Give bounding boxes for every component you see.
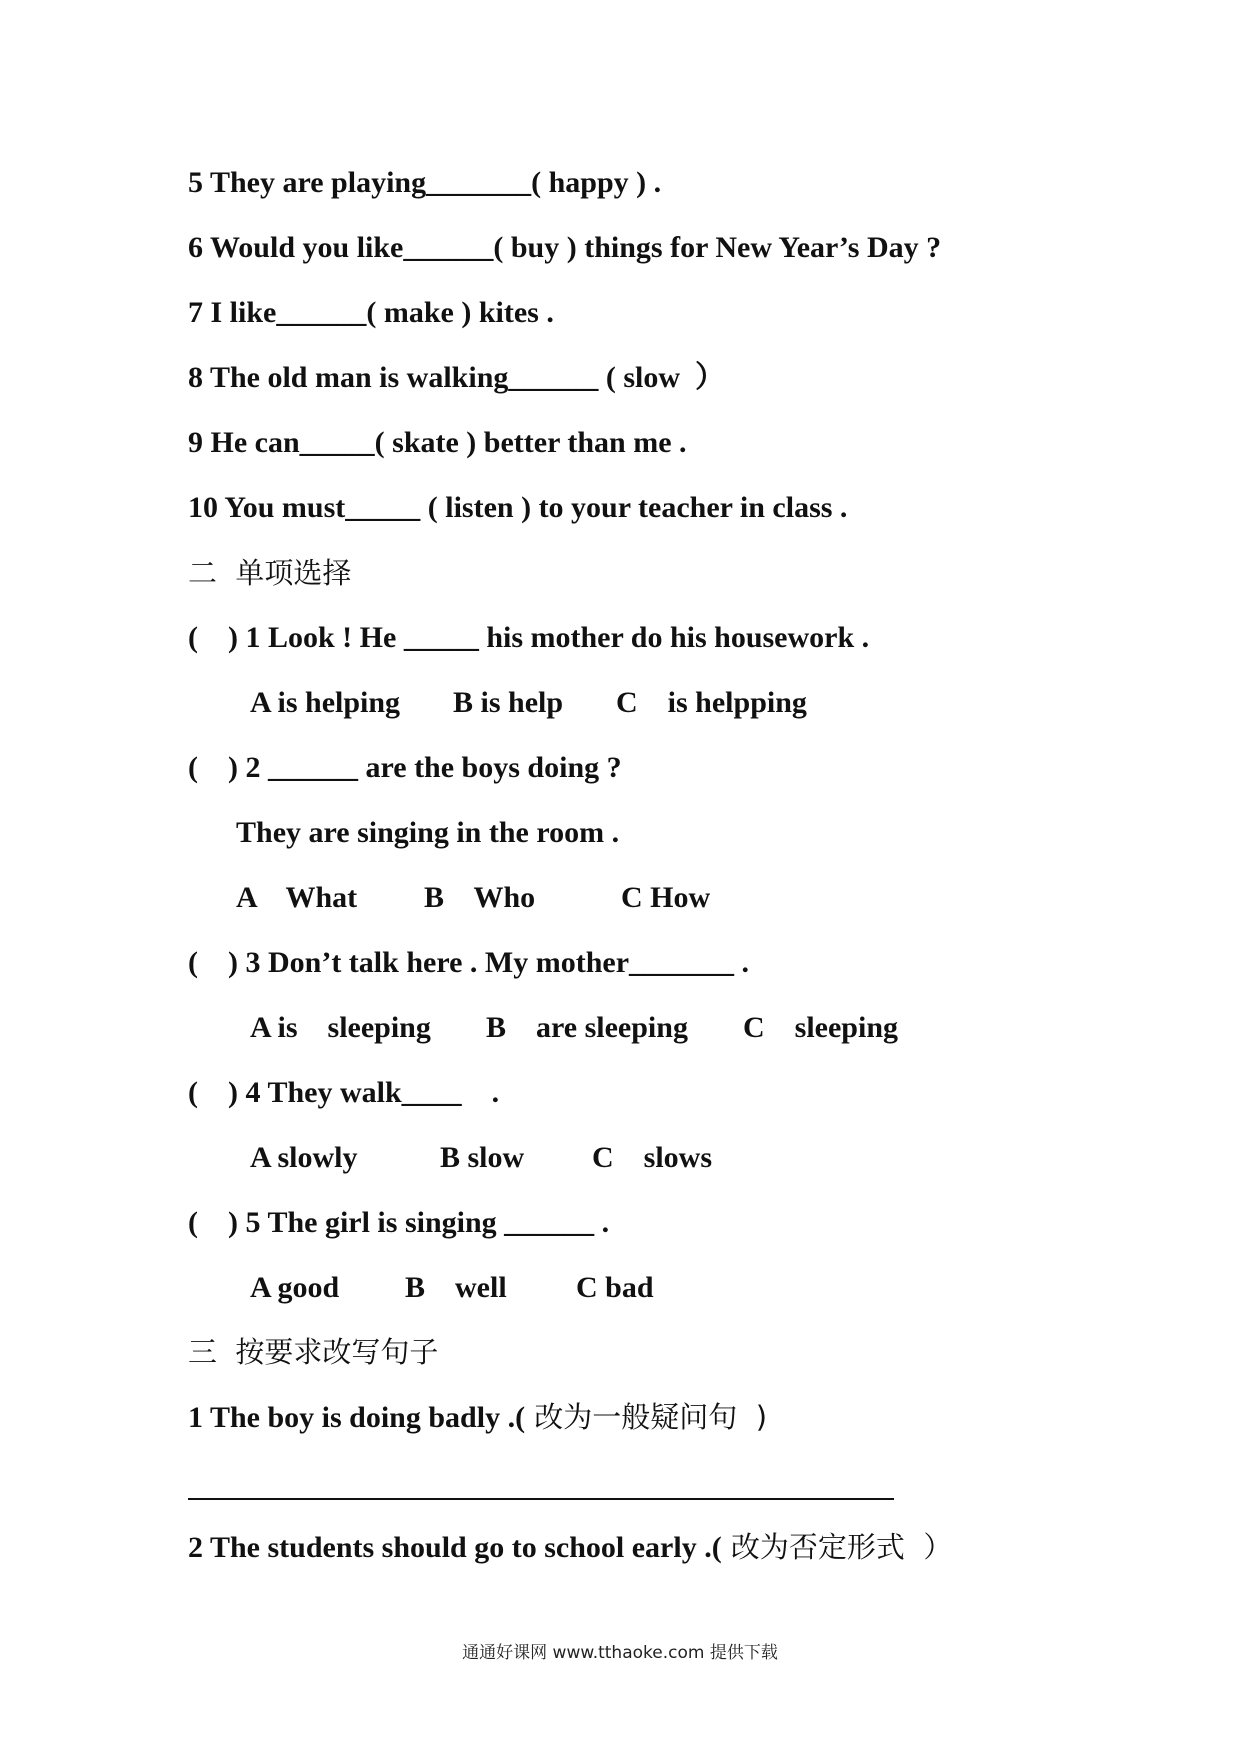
question-2-stem: ( ) 2 ______ are the boys doing ?	[188, 751, 622, 784]
exercise-line-9: 9 He can_____( skate ) better than me .	[188, 426, 687, 459]
exercise-line-10: 10 You must_____ ( listen ) to your teacher in class .	[188, 491, 848, 524]
question-2-option-a: A What	[236, 881, 358, 914]
rewrite-item-1-text: 1 The boy is doing badly .(	[188, 1401, 526, 1434]
question-1-stem: ( ) 1 Look ! He _____ his mother do his housework .	[188, 621, 870, 654]
question-3-option-c: C sleeping	[743, 1011, 899, 1044]
question-5-stem: ( ) 5 The girl is singing ______ .	[188, 1206, 610, 1239]
question-3-option-b: B are sleeping	[486, 1011, 688, 1044]
question-2-sub: They are singing in the room .	[236, 816, 620, 849]
question-2-option-b: B Who	[424, 881, 536, 914]
rewrite-item-2-text: 2 The students should go to school early .(	[188, 1531, 722, 1564]
question-2-option-c: C How	[621, 881, 711, 914]
rewrite-item-2	[188, 1530, 953, 1564]
question-5-option-a: A good	[250, 1271, 340, 1304]
question-4-option-a: A slowly	[250, 1141, 358, 1174]
exercise-line-8: 8 The old man is walking______ ( slow ）	[188, 361, 726, 394]
exercise-line-6: 6 Would you like______( buy ) things for New Year’s Day ?	[188, 231, 942, 264]
rewrite-item-2-instruction: 改为否定形式 ）	[721, 1530, 953, 1564]
rewrite-item-1-instruction: 改为一般疑问句 )	[525, 1400, 768, 1434]
question-3-stem: ( ) 3 Don’t talk here . My mother_______ .	[188, 946, 750, 979]
question-4-stem: ( ) 4 They walk____ .	[188, 1076, 500, 1109]
section-title-multiple-choice: 二 单项选择	[188, 556, 352, 590]
question-3-option-a: A is sleeping	[250, 1011, 431, 1044]
rewrite-item-1	[188, 1400, 768, 1434]
question-4-option-c: C slows	[592, 1141, 713, 1174]
question-1-option-b: B is help	[453, 686, 564, 719]
question-4-option-b: B slow	[440, 1141, 525, 1174]
question-1-option-c: C is helpping	[616, 686, 807, 719]
exercise-line-7: 7 I like______( make ) kites .	[188, 296, 554, 329]
question-1-option-a: A is helping	[250, 686, 401, 719]
question-5-option-b: B well	[405, 1271, 507, 1304]
page-footer: 通通好课网 www.tthaoke.com 提供下载	[462, 1643, 778, 1663]
answer-line	[188, 1498, 894, 1500]
section-title-rewrite: 三 按要求改写句子	[188, 1335, 439, 1369]
exercise-line-5: 5 They are playing_______( happy ) .	[188, 166, 662, 199]
question-5-option-c: C bad	[576, 1271, 654, 1304]
